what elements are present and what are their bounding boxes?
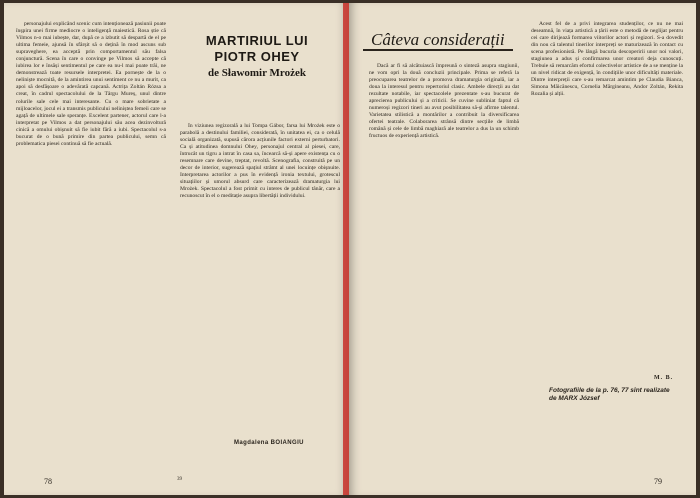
right-column-2-text: Acest fel de a privi integrarea studenților, ce nu ne mai deseamnă, în viața artistică a țării este o metodă de neglijat pentru cei care dirijează formarea viitorilor actori și regizori. S-a dovedit din nou că talentul tinerilor interpreți se maturizează în contact cu scena profesionistă. Pe lângă bucuria descoperirii unor noi valori, stagiunea a adus și confirmarea unor creatori deja cunoscuți. Trebuie să remarcăm efortul colectivelor artistice de a se menține la un nivel ridicat de exigență, în condițiile unor dificultăți materiale. Dintre interpreții care s-au remarcat amintim pe Claudia Bianca, Simona Măicănescu, Cornelia Mărgineanu, Andor Zoltán, Rekita Rozalia și alții. [531, 21, 683, 98]
title-line-1: MARTIRIUL LUI [205, 33, 309, 48]
right-column-1 [369, 63, 519, 468]
right-column-2 [531, 21, 683, 371]
left-column-2-text: În viziunea regizorală a lui Tompa Gábor, farsa lui Mrożek este o parabolă a destinului familiei, considerată, în unitatea ei, ca o celulă socială organizată, supusă cărora acțiunile factori externi perturbatori. Ca și atitudinea domnului Ohey, personajul central al piesei, care, întrucât un tigru a intrat în casa sa, încearcă să-și apere existența cu o resemnare care devine, treptat, revoltă. Scenografia, construită pe un decor de interior, sugerează spațiul strâmt al unei locuințe obișnuite. Interpretarea actorilor a pus în evidență ironia textului, grotescul situațiilor și umorul absurd care caracterizează dramaturgia lui Mrożek. Spectacolul a fost primit cu interes de publicul tânăr, care a recunoscut în el o meditație asupra libertății individului. [180, 123, 340, 200]
left-page [4, 3, 349, 495]
title-line-2: PIOTR OHEY [214, 49, 300, 64]
left-column-1-text: personajului explicând scenic cum intenționează pasiunii poate înșpira unei firme mediocre o inteligență maiestică. Rosa știe că Vilmos n-o mai iubește, dar, după ce a izbutit să despartă de el pe ultima femeie, ajunsă în sfârșit să o dețină în mod ascuns sub supraveghere, ea acceptă prin comportamentul său falsa conjunctură. Scena în care o convinge pe Vilmos să accepte că iubirea lor e însăși sentimentul pe care ea nu-l mai poate trăi, ne demonstrează toate resursele interpretei. Ea pornește de la o neliniște mocnită, de la amintirea unui sentiment ce nu a murit, ca apoi să desfășoare o adevărată capcană. Actrița Zoltán Rózsa a creat, în cadrul spectacolului de la Târgu Mureș, unul dintre rolurile sale cele mai interesante. Cu o mare sobrietate a mijloacelor, jocul ei a transmis publicului neliniștea femeii care se agață de ultimele sale speranțe. Excelent partener, actorul care l-a interpretat pe Vilmos a dat personajului său acea dezinvoltură cinică a omului obișnuit să fie iubit fără a iubi. Spectacolul s-a bucurat de o bună primire din partea publicului, semn că problematica piesei continuă să fie actuală. [16, 21, 166, 147]
left-column-2 [180, 123, 340, 433]
left-column-1 [16, 21, 166, 461]
left-page-number: 78 [44, 477, 52, 486]
article-title [182, 33, 332, 79]
right-page [349, 3, 696, 495]
author-initials: M. B. [654, 375, 674, 381]
section-title: Câteva considerații [371, 30, 505, 49]
title-rule [363, 49, 513, 51]
photo-credit: Fotografiile de la p. 76, 77 sînt realizate de MARX József [549, 387, 670, 402]
author-line: de Sławomir Mrożek [208, 67, 306, 79]
article-signature: Magdalena BOIANGIU [234, 440, 304, 446]
binding-strip [343, 3, 349, 495]
right-page-number: 79 [654, 477, 662, 486]
center-page-number: 39 [177, 477, 182, 482]
right-column-1-text: Dacă ar fi să alcătuiască împreună o sinteză asupra stagiunii, ne vom opri la două concluzii principale. Prima se referă la preocuparea teatrelor de a promova dramaturgia originală, iar a doua la interesul pentru repertoriul clasic. Ambele direcții au dat rezultate notabile, iar spectacolele prezentate s-au bucurat de aprecierea publicului și a criticii. Se cuvine subliniat faptul că numeroși regizori tineri au avut posibilitatea să-și afirme talentul. Varietatea stilistică a montărilor a contribuit la diversificarea ofertei teatrale. Colaborarea strânsă dintre secțiile de limbă română și cele de limbă maghiară ale teatrelor a dus la un schimb fructuos de experiență artistică. [369, 63, 519, 140]
magazine-spread [4, 3, 696, 495]
